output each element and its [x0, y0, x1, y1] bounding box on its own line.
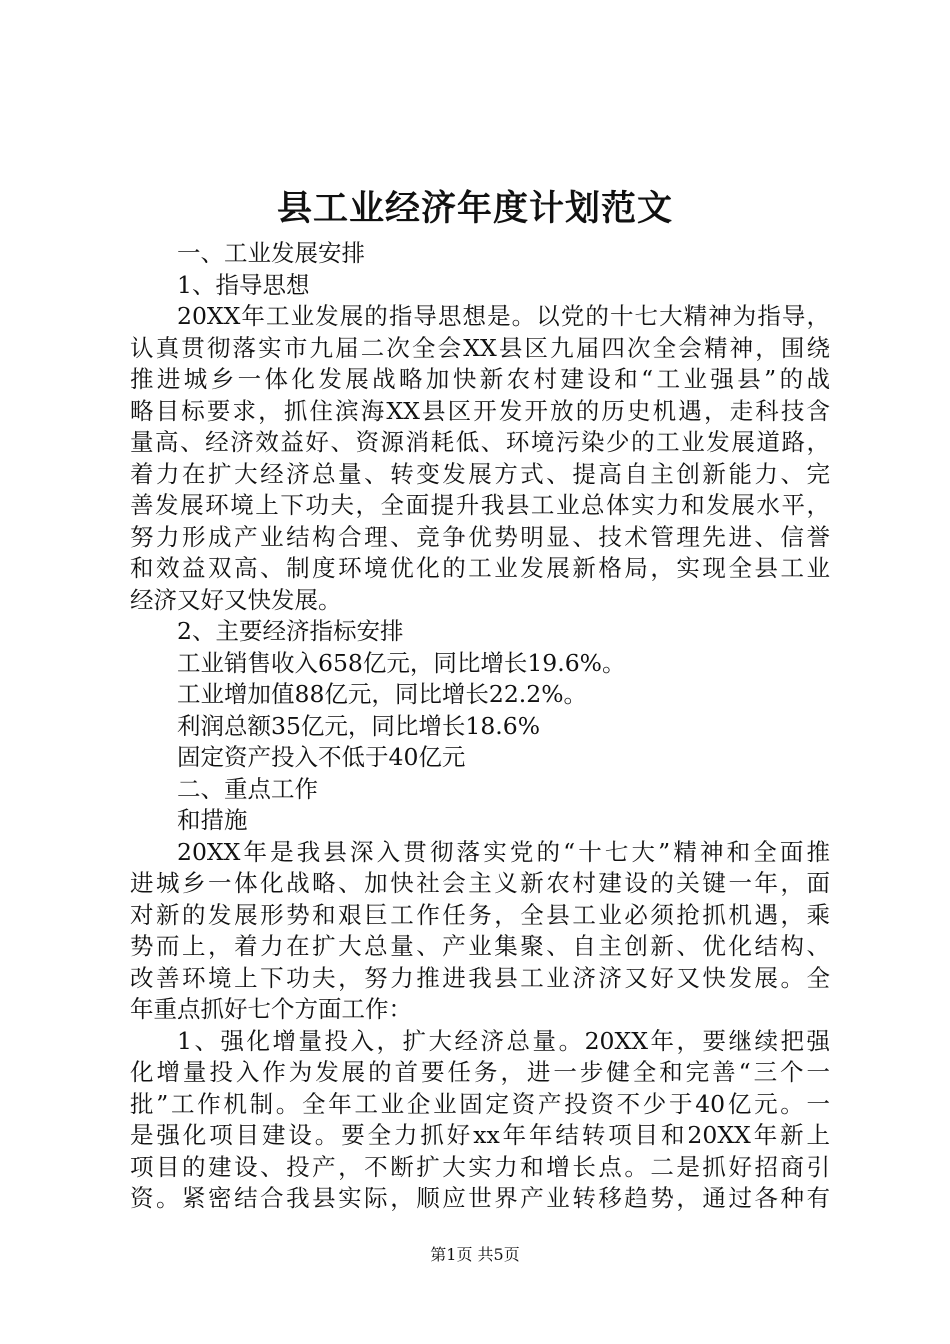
text-line: 批”工作机制。全年工业企业固定资产投资不少于40亿元。一 [130, 1089, 830, 1118]
text-line: 二、重点工作 [177, 774, 318, 803]
text-line: 改善环境上下功夫，努力推进我县工业济济又好又快发展。全 [130, 963, 830, 992]
text-line: 努力形成产业结构合理、竞争优势明显、技术管理先进、信誉 [130, 522, 830, 551]
text-line: 工业增加值88亿元，同比增长22.2%。 [177, 680, 588, 708]
text-line: 经济又好又快发展。 [130, 585, 342, 614]
text-line: 20XX年是我县深入贯彻落实党的“十七大”精神和全面推 [177, 837, 830, 866]
text-line: 工业销售收入658亿元，同比增长19.6%。 [177, 648, 626, 677]
text-line: 1、强化增量投入，扩大经济总量。20XX年，要继续把强 [177, 1026, 830, 1055]
text-line: 势而上，着力在扩大总量、产业集聚、自主创新、优化结构、 [130, 932, 830, 960]
text-line: 量高、经济效益好、资源消耗低、环境污染少的工业发展道路， [130, 428, 830, 456]
text-line: 略目标要求，抓住滨海XX县区开发开放的历史机遇，走科技含 [130, 396, 830, 425]
text-line: 年重点抓好七个方面工作： [130, 995, 412, 1023]
text-line: 和效益双高、制度环境优化的工业发展新格局，实现全县工业 [130, 554, 830, 582]
text-line: 固定资产投入不低于40亿元 [177, 743, 466, 771]
text-line: 1、指导思想 [177, 270, 310, 299]
text-line: 认真贯彻落实市九届二次全会XX县区九届四次全会精神，围绕 [130, 333, 830, 362]
document-body [130, 238, 830, 1215]
text-line: 项目的建设、投产，不断扩大实力和增长点。二是抓好招商引 [130, 1152, 830, 1181]
text-line: 资。紧密结合我县实际，顺应世界产业转移趋势，通过各种有 [130, 1184, 830, 1212]
text-line: 推进城乡一体化发展战略加快新农村建设和“工业强县”的战 [130, 365, 830, 393]
text-line: 是强化项目建设。要全力抓好xx年年结转项目和20XX年新上 [130, 1121, 830, 1149]
text-line: 对新的发展形势和艰巨工作任务，全县工业必须抢抓机遇，乘 [130, 900, 830, 929]
document-title: 县工业经济年度计划范文 [276, 188, 673, 229]
text-line: 2、主要经济指标安排 [177, 617, 404, 645]
page-footer: 第1页 共5页 [430, 1245, 520, 1264]
text-line: 善发展环境上下功夫，全面提升我县工业总体实力和发展水平， [130, 491, 830, 519]
text-line: 利润总额35亿元，同比增长18.6% [177, 711, 541, 740]
text-line: 进城乡一体化战略、加快社会主义新农村建设的关键一年，面 [130, 869, 830, 897]
text-line: 20XX年工业发展的指导思想是。以党的十七大精神为指导， [177, 302, 830, 330]
text-line: 和措施 [177, 806, 248, 834]
text-line: 化增量投入作为发展的首要任务，进一步健全和完善“三个一 [130, 1058, 830, 1086]
text-line: 着力在扩大经济总量、转变发展方式、提高自主创新能力、完 [130, 459, 830, 488]
text-line: 一、工业发展安排 [177, 239, 365, 267]
